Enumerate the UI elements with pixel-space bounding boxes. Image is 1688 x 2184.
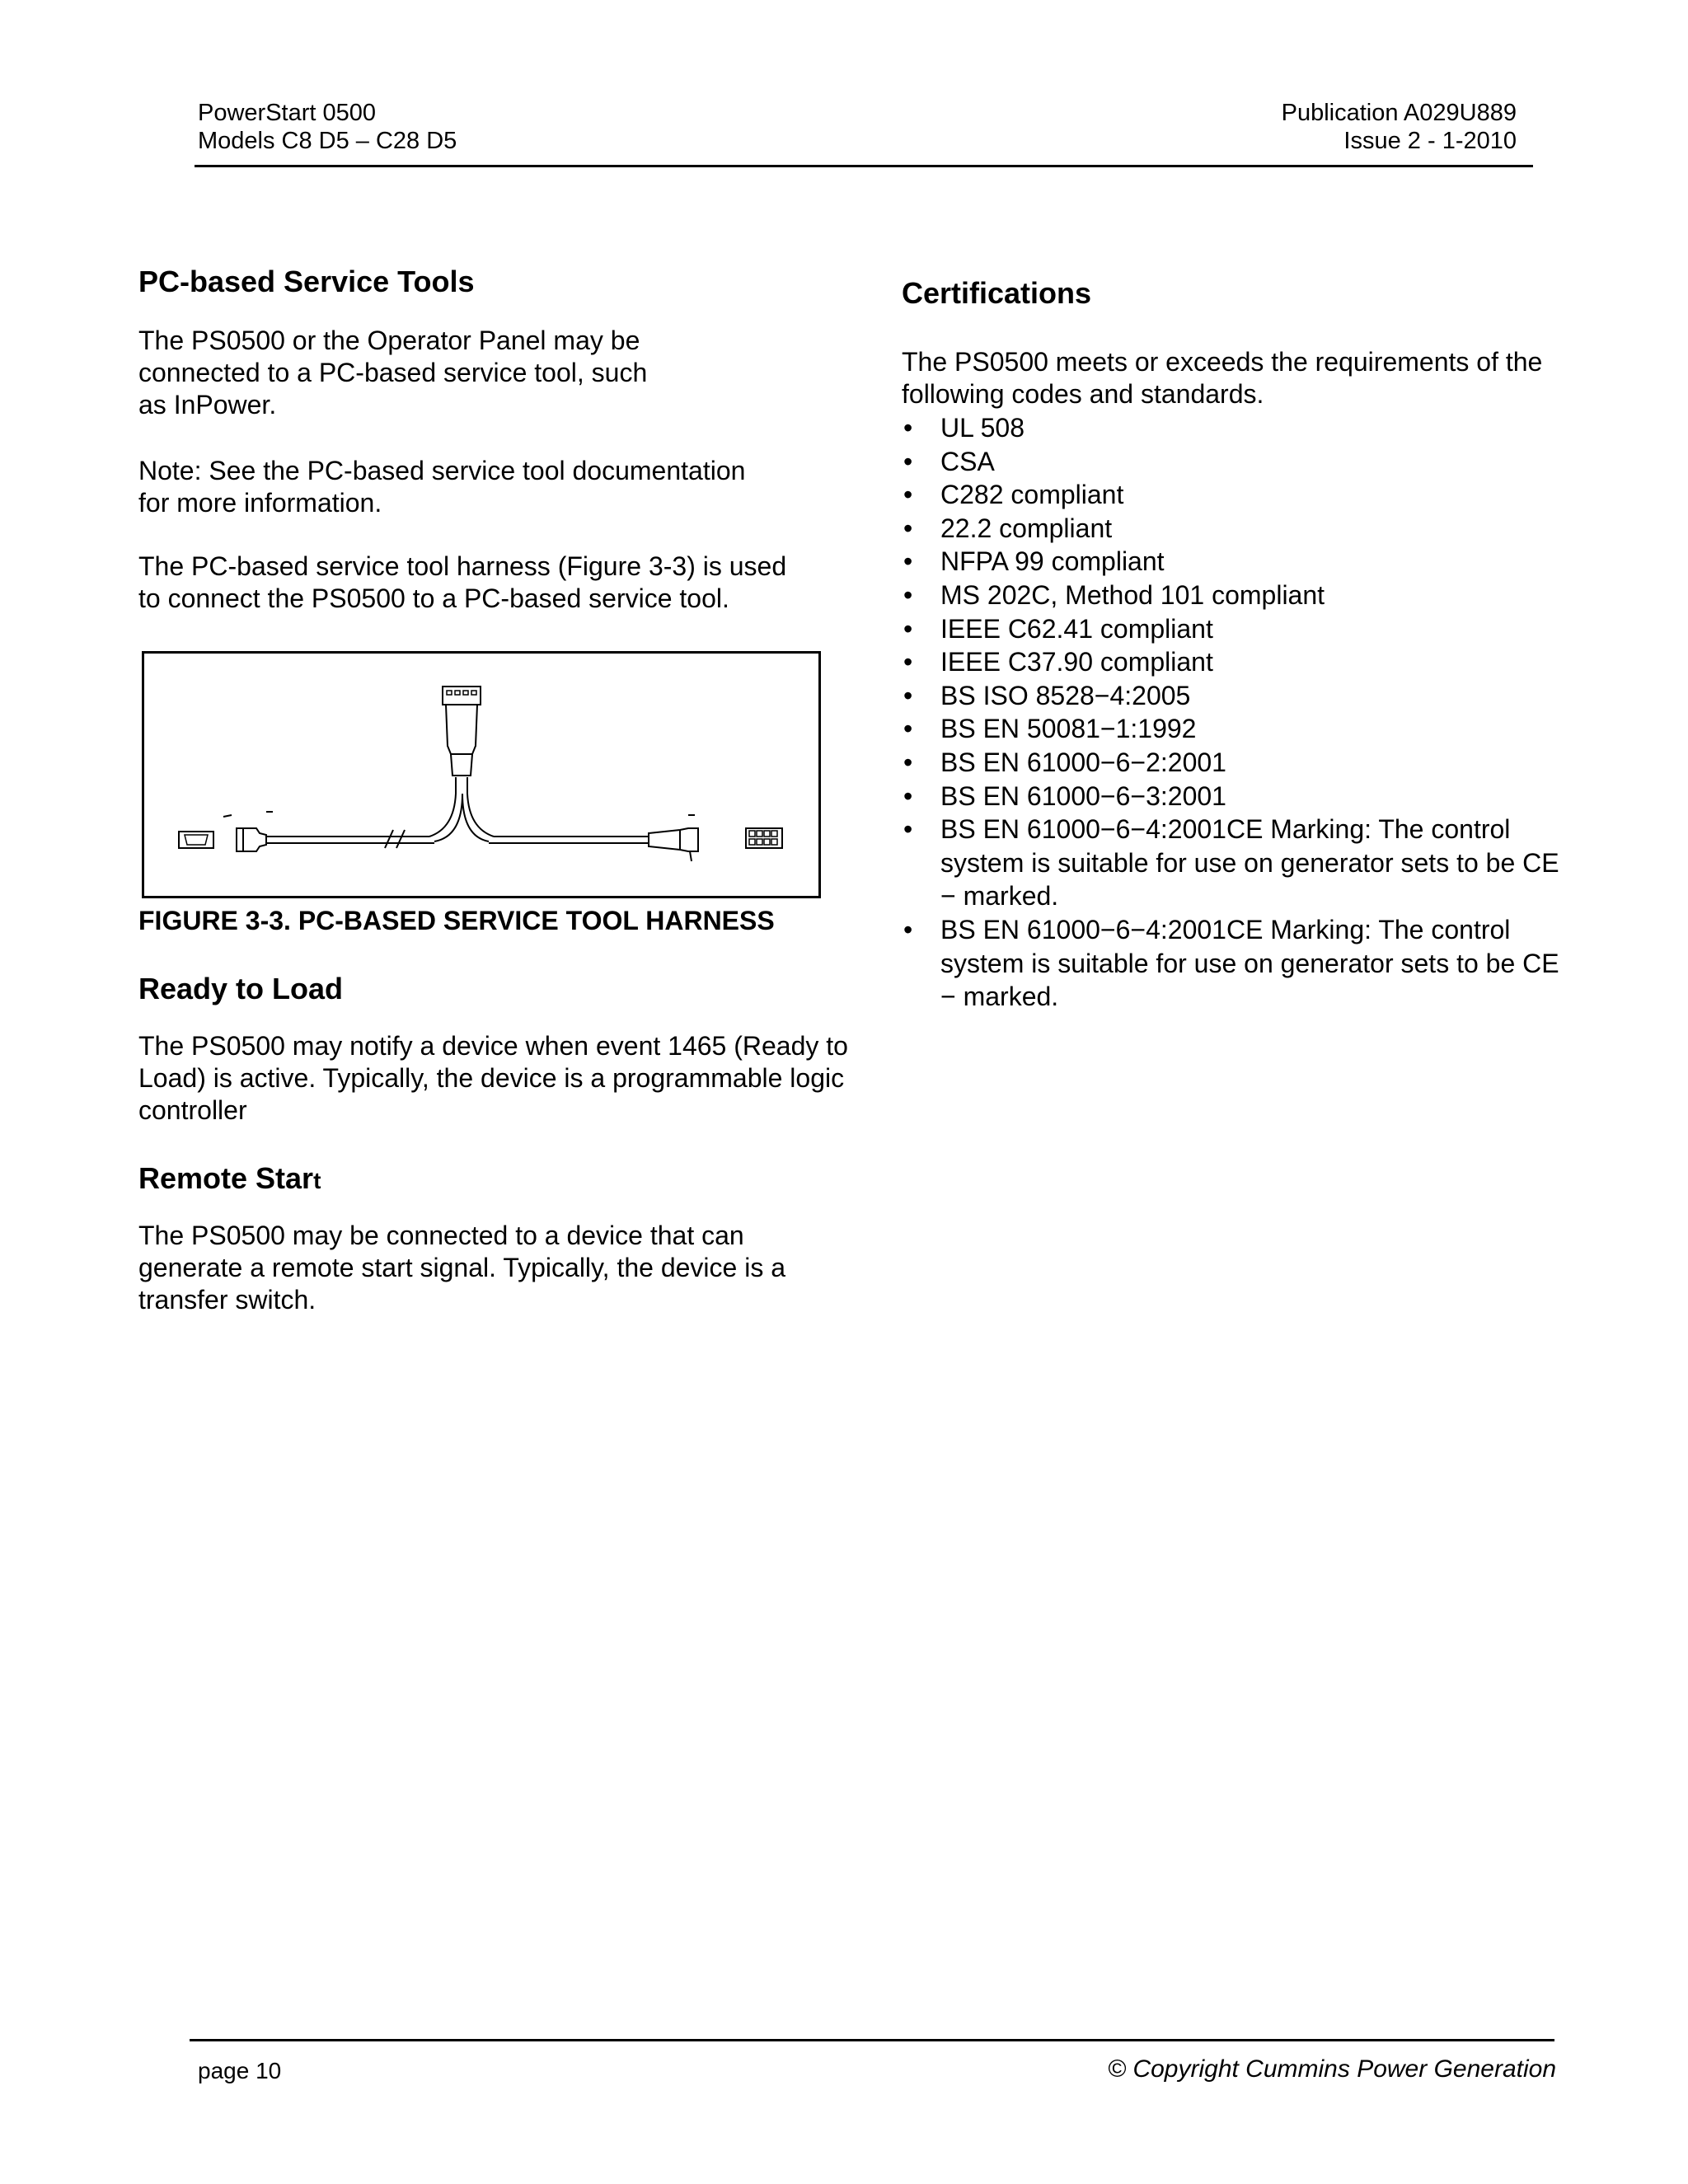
bullet: • [903,480,913,510]
text-line: The PC-based service tool harness (Figure 3-3) is used [138,551,787,581]
ready-paragraph [138,1030,848,1127]
list-item-text: system is suitable for use on generator sets to be CE [940,847,1559,878]
text-line: for more information. [138,488,382,518]
heading-text: Remote Star [138,1161,314,1195]
bullet: • [903,413,913,443]
ready-heading: Ready to Load [138,972,344,1005]
pc-tools-harness-paragraph [138,551,786,615]
bullet: • [903,613,913,644]
header-issue: Issue 2 - 1-2010 [1343,128,1517,154]
bullet: • [903,513,913,543]
list-item [902,746,1643,780]
certifications-list [902,411,1643,1014]
header-product: PowerStart 0500 [198,100,377,126]
text-line: controller [138,1095,247,1125]
db9-connector-icon [179,832,213,848]
bullet: • [903,680,913,710]
list-item [902,913,1643,1014]
list-item-text: UL 508 [940,413,1025,443]
text-line: to connect the PS0500 to a PC-based service tool. [138,583,729,613]
text-line: as InPower. [138,390,277,419]
list-item [902,813,1643,913]
header-rule [195,165,1533,167]
remote-start-heading [138,1160,321,1199]
text-line: connected to a PC-based service tool, such [138,358,648,387]
copyright: © Copyright Cummins Power Generation [1108,2055,1556,2083]
text-line: The PS0500 meets or exceeds the requirements of the [902,347,1543,377]
bullet: • [903,546,913,577]
certifications-intro [902,346,1542,410]
bullet: • [903,647,913,677]
list-item-text: MS 202C, Method 101 compliant [940,579,1325,610]
text-line: generate a remote start signal. Typically, the device is a [138,1253,785,1282]
list-item [902,679,1643,713]
list-item [902,478,1643,512]
text-line: The PS0500 may notify a device when event 1465 (Ready to [138,1031,848,1061]
list-item-text: 22.2 compliant [940,513,1113,543]
list-item [902,445,1643,479]
bullet: • [903,714,913,744]
list-item [902,545,1643,579]
text-line: The PS0500 may be connected to a device that can [138,1221,744,1250]
list-item [902,712,1643,746]
harness-figure [142,651,821,898]
header-left [198,99,457,155]
pc-tools-paragraph [138,325,647,421]
bullet: • [903,780,913,811]
header-publication: Publication A029U889 [1281,100,1517,126]
list-item-text: BS EN 50081−1:1992 [940,714,1197,744]
list-item-text: − marked. [940,881,1059,912]
heading-text: t [313,1168,321,1193]
bullet: • [903,814,913,845]
pc-tools-note [138,455,745,519]
footer-rule [190,2039,1554,2041]
top-connector-icon [443,687,481,705]
list-item-text: NFPA 99 compliant [940,546,1165,577]
list-item-text: BS EN 61000−6−4:2001CE Marking: The control [940,914,1511,944]
list-item-text: IEEE C37.90 compliant [940,647,1213,677]
remote-start-paragraph [138,1220,785,1316]
bullet: • [903,914,913,944]
list-item-text: BS ISO 8528−4:2005 [940,680,1191,710]
list-item-text: BS EN 61000−6−3:2001 [940,780,1226,811]
bullet: • [903,446,913,476]
list-item [902,612,1643,646]
list-item [902,645,1643,679]
certifications-heading: Certifications [902,276,1092,310]
bullet: • [903,747,913,777]
list-item [902,579,1643,612]
list-item-text: IEEE C62.41 compliant [940,613,1213,644]
list-item [902,780,1643,813]
list-item-text: C282 compliant [940,480,1124,510]
text-line: The PS0500 or the Operator Panel may be [138,326,640,355]
text-line: Note: See the PC-based service tool documentation [138,456,746,485]
pc-tools-heading: PC-based Service Tools [138,265,475,298]
text-line: transfer switch. [138,1285,316,1315]
list-item-text: BS EN 61000−6−2:2001 [940,747,1226,777]
list-item [902,411,1643,445]
text-line: Load) is active. Typically, the device is a programmable logic [138,1063,845,1093]
list-item-text: − marked. [940,982,1059,1012]
harness-diagram [144,654,818,896]
list-item-text: BS EN 61000−6−4:2001CE Marking: The control [940,814,1511,845]
header-models: Models C8 D5 – C28 D5 [198,128,457,154]
list-item-text: CSA [940,446,995,476]
text-line: following codes and standards. [902,379,1264,409]
list-item-text: system is suitable for use on generator sets to be CE [940,948,1559,978]
bullet: • [903,579,913,610]
figure-caption: FIGURE 3-3. PC-BASED SERVICE TOOL HARNESS [138,906,775,935]
list-item [902,512,1643,546]
page-number: page 10 [198,2058,282,2083]
header-right [1282,99,1517,155]
